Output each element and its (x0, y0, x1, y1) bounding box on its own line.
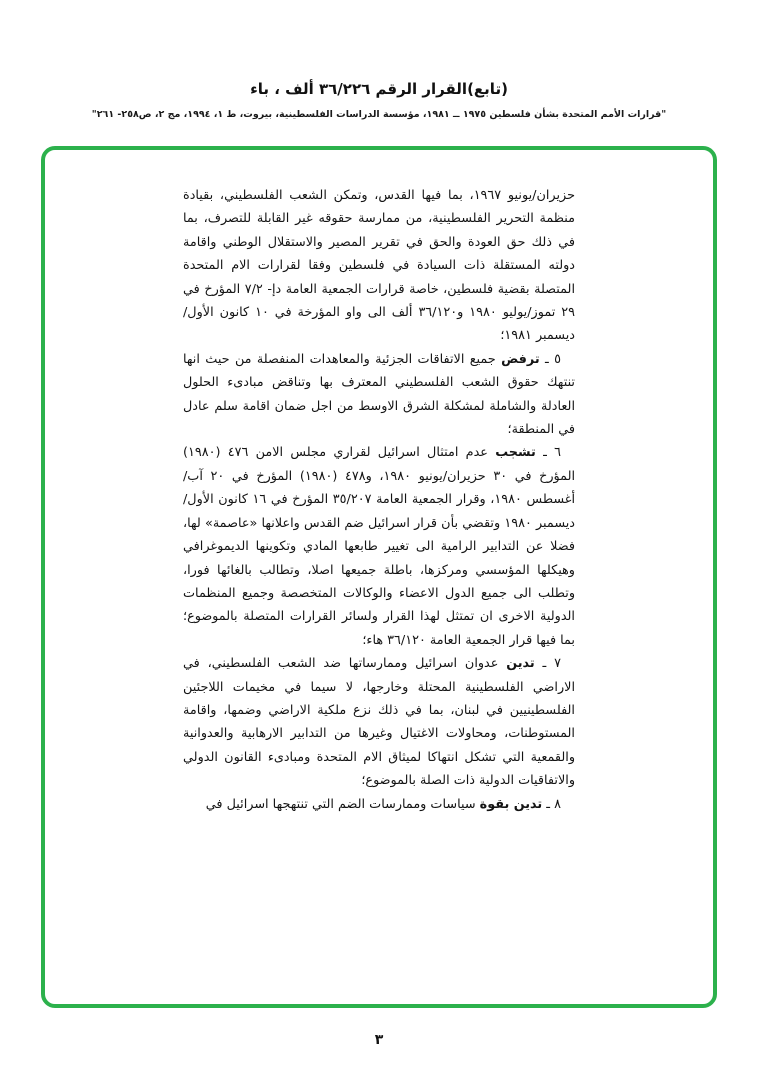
paragraph-lead: تدين (506, 656, 535, 672)
paragraph-text: حزيران/يونيو ١٩٦٧، بما فيها القدس، وتمكن الشعب الفلسطيني، بقيادة منظمة التحرير الفلسطينية، من ممارسة حقوقه غير القابلة للتصرف، بما في ذلك حق العودة والحق في تقرير المصير والاستقلال الوطني واقامة دولته المستقلة ذات السيادة في فلسطين وفقا لقرارات الام المتحدة المتصلة بقضية فلسطين، خاصة قرارات الجمعية العامة دإ- ٧/٢ المؤرخ في ٢٩ تموز/يوليو ١٩٨٠ و٣٦/١٢٠ ألف الى واو المؤرخة في ١٠ كانون الأول/ديسمبر ١٩٨١؛ (183, 188, 575, 344)
paragraph-text: عدم امتثال اسرائيل لقراري مجلس الامن ٤٧٦ (١٩٨٠) المؤرخ في ٣٠ حزيران/يونيو ١٩٨٠، و٤٧٨ (١٩٨٠) المؤرخ في ٢٠ آب/أغسطس ١٩٨٠، وقرار الجمعية العامة ٣٥/٢٠٧ المؤرخ في ١٦ كانون الأول/ديسمبر ١٩٨٠ وتقضي بأن قرار اسرائيل ضم القدس واعلانها «عاصمة» لها، فضلا عن التدابير الرامية الى تغيير طابعها المادي وتكوينها الديموغرافي وهيكلها المؤسسي ومركزها، باطلة جميعها اصلا، وتطالب بالغائها فورا، وتطلب الى جميع الدول الاعضاء والوكالات المتخصصة وجميع المنظمات الدولية الاخرى ان تمتثل لهذا القرار ولسائر القرارات المتصلة بالموضوع؛ بما فيها قرار الجمعية العامة ٣٦/١٢٠ هاء؛ (183, 445, 576, 648)
resolution-title: (تابع)القرار الرقم ٣٦/٢٢٦ ألف ، باء (250, 80, 508, 98)
paragraph-number: ٥ ـ (539, 351, 562, 367)
paragraph-text: سياسات وممارسات الضم التي تنتهجها اسرائيل في (205, 796, 476, 812)
paragraph-lead: تدين بقوة (479, 796, 543, 812)
paragraph-text: عدوان اسرائيل وممارساتها ضد الشعب الفلسطيني، في الاراضي الفلسطينية المحتلة وخارجها، لا سيما في مخيمات اللاجئين الفلسطينيين في لبنان، بما في ذلك نزع ملكية الاراضي وضمها، واقامة المستوطنات، ومحاولات الاغتيال وغيرها من التدابير الارهابية والعدوانية والقمعية التي تشكل انتهاكا لميثاق الام المتحدة ومبادىء القانون الدولي والاتفاقيات الدولية ذات الصلة بالموضوع؛ (183, 656, 575, 789)
paragraph-8 (183, 793, 575, 816)
source-citation-line: "قرارات الأمم المتحدة بشأن فلسطين ١٩٧٥ ــ ١٩٨١، مؤسسة الدراسات الفلسطينية، بيروت، ط ١، ١٩٩٤، مج ٢، ص٢٥٨- ٢٦١" (91, 109, 667, 120)
paragraph-number: ٦ ـ (535, 445, 561, 461)
page-header (0, 80, 758, 120)
paragraph-number: ٨ ـ (542, 796, 561, 812)
paragraph-text: جميع الاتفاقات الجزئية والمعاهدات المنفصلة من حيث انها تنتهك حقوق الشعب الفلسطيني المعترف بها وتناقض مبادىء الحلول العادلة والشاملة لمشكلة الشرق الاوسط من اجل ضمان اقامة سلم عادل في المنطقة؛ (183, 351, 575, 438)
paragraph-lead: ترفض (501, 351, 540, 367)
paragraph-number: ٧ ـ (534, 656, 561, 672)
paragraph-continuation (183, 184, 575, 348)
paragraph-7 (183, 652, 575, 792)
page-number: ٣ (374, 1032, 384, 1048)
paragraph-6 (183, 441, 575, 652)
paragraph-5 (183, 348, 575, 442)
resolution-text-block (183, 184, 575, 816)
paragraph-lead: تشجب (495, 445, 536, 461)
